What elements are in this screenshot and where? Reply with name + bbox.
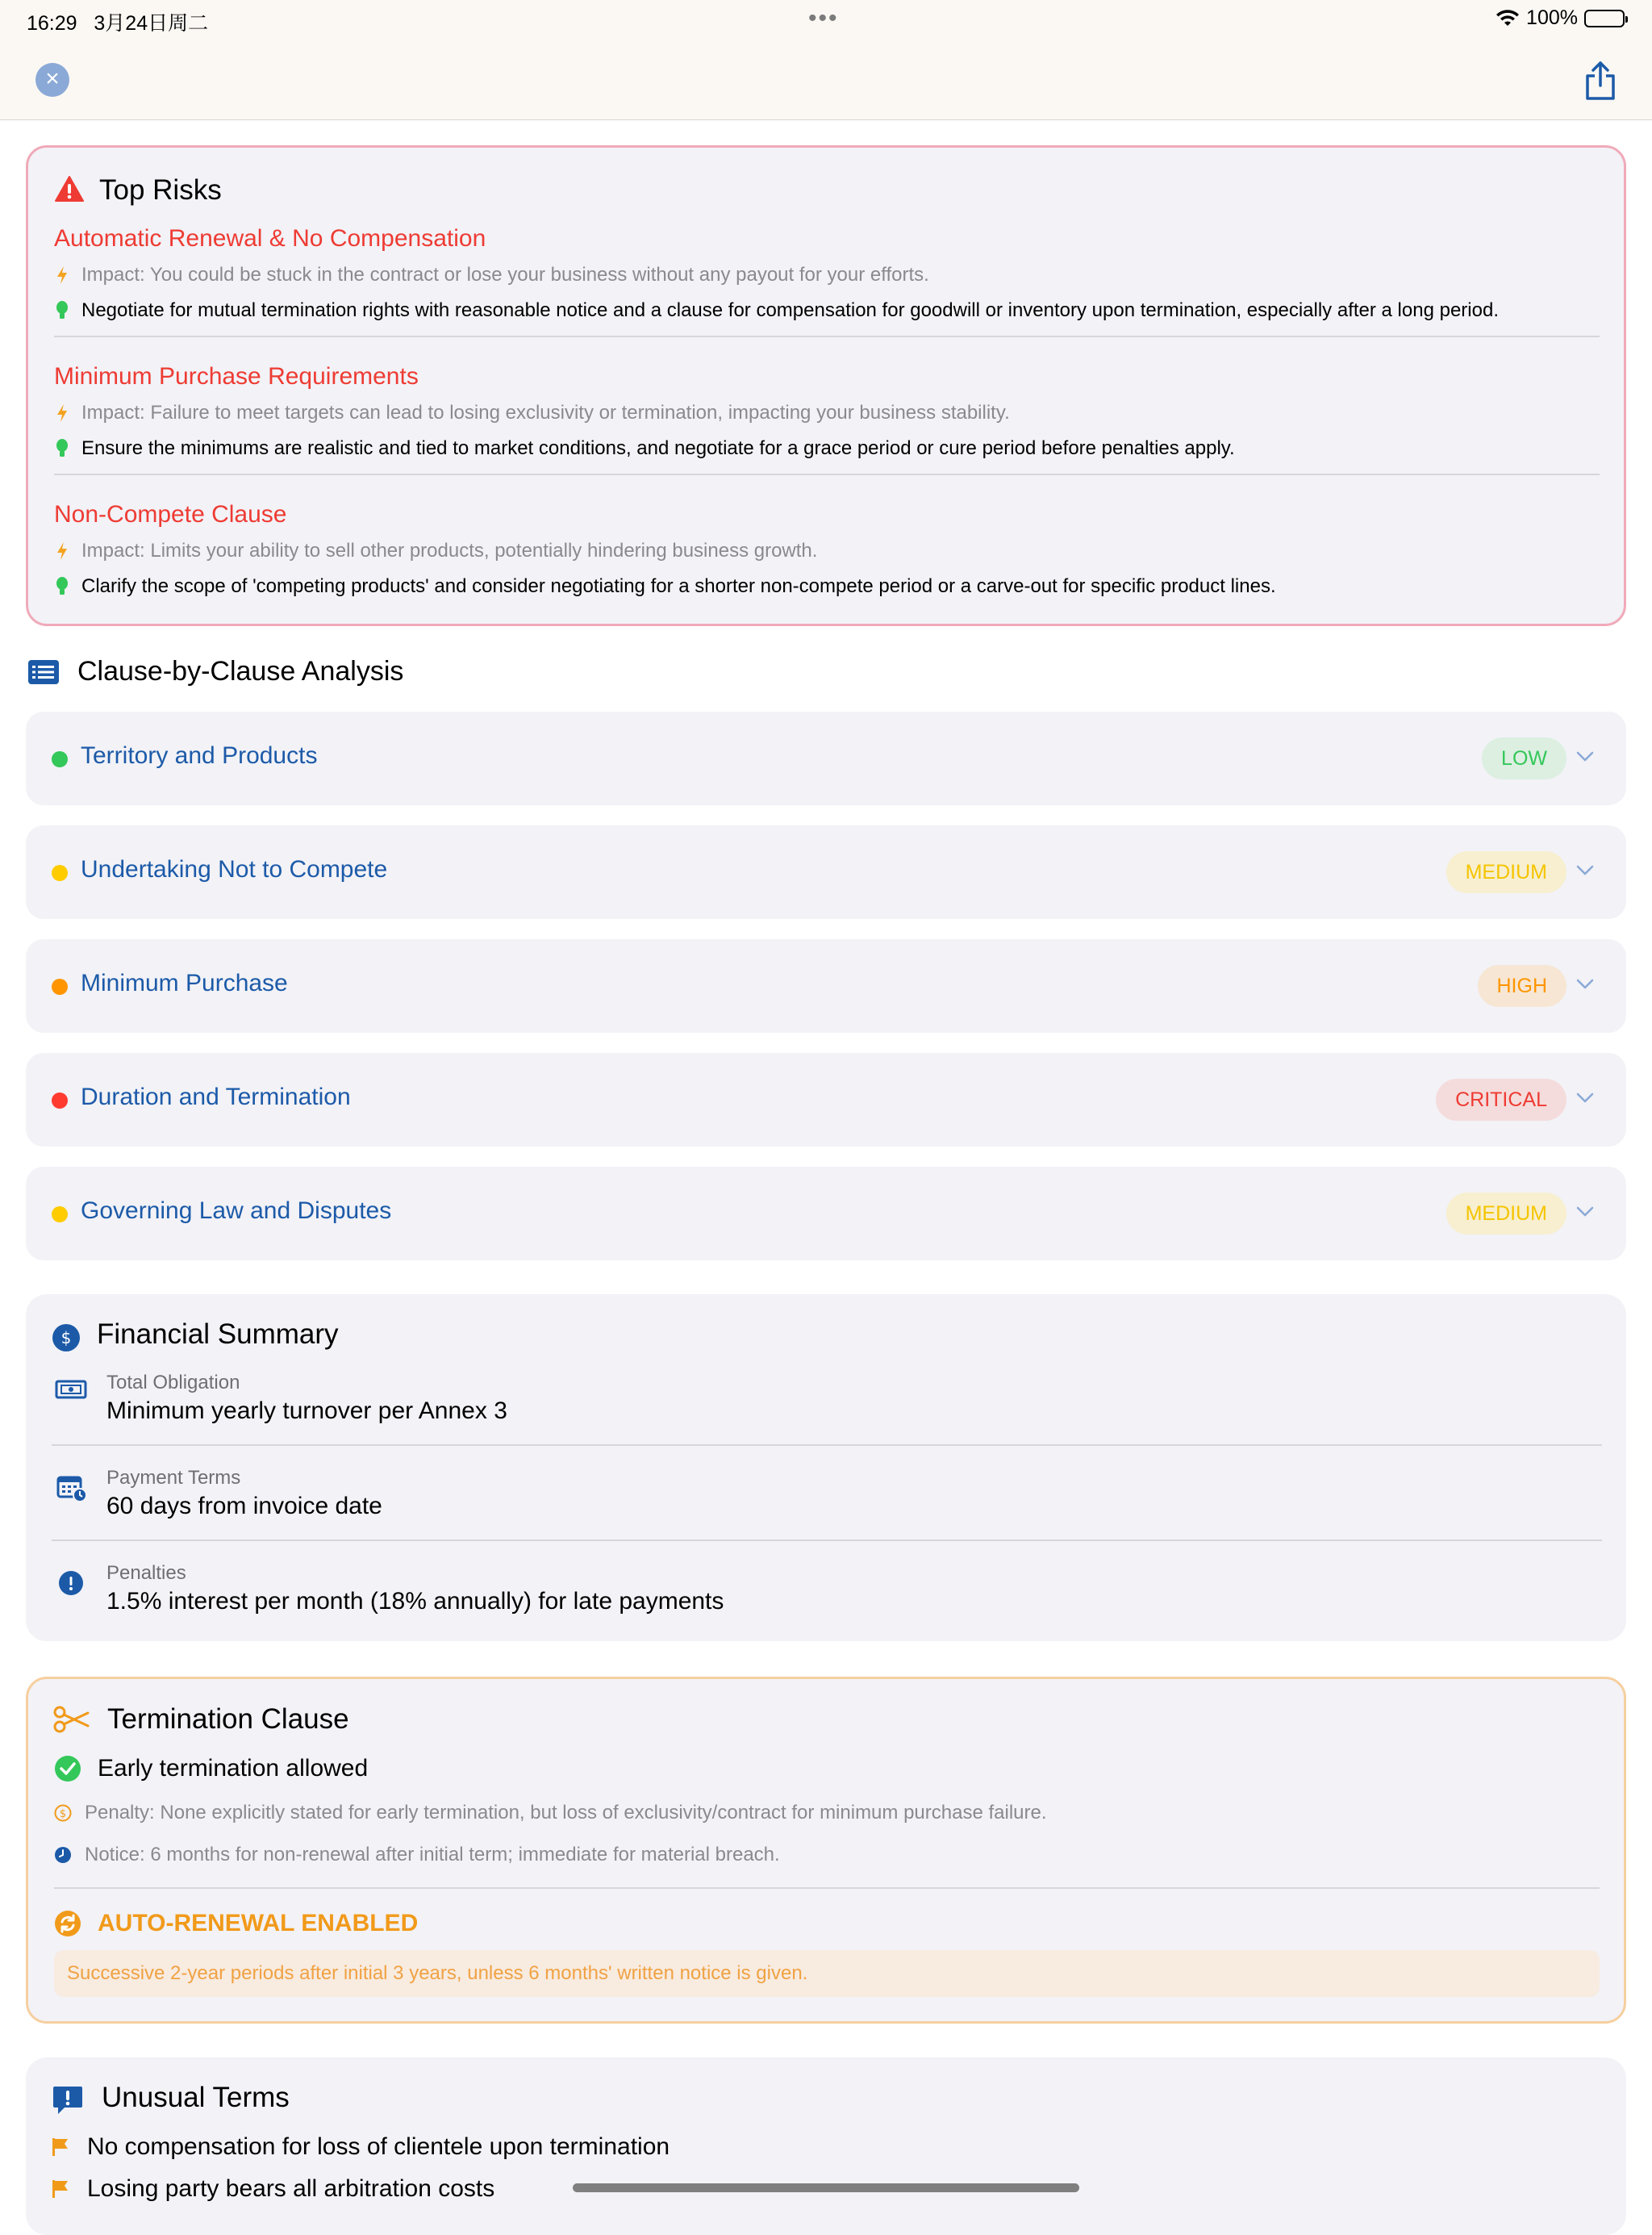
risk-badge: MEDIUM — [1446, 851, 1566, 893]
navigation-bar — [0, 39, 1652, 120]
clause-name: Minimum Purchase — [81, 970, 288, 996]
unusual-term-item: Losing party bears all arbitration costs — [52, 2175, 494, 2203]
risk-dot — [52, 865, 68, 881]
lightbulb-icon — [56, 300, 69, 321]
penalty-row: $ Penalty: None explicitly stated for early termination, but loss of exclusivity/contract for minimum purchase failure. — [54, 1802, 1047, 1824]
list-icon — [27, 659, 60, 685]
fin-label: Total Obligation — [106, 1372, 240, 1393]
fin-value: 1.5% interest per month (18% annually) for late payments — [106, 1588, 724, 1615]
clock-icon — [54, 1846, 72, 1864]
flag-icon — [52, 2179, 69, 2199]
risk-badge: HIGH — [1478, 965, 1567, 1007]
battery-percent: 100% — [1526, 6, 1578, 29]
close-button[interactable]: × — [35, 63, 69, 97]
clause-row-territory[interactable] — [26, 712, 1626, 805]
chevron-down-icon[interactable] — [1575, 1201, 1596, 1222]
financial-summary-card — [26, 1294, 1626, 1641]
chevron-down-icon[interactable] — [1575, 859, 1596, 880]
clause-row-duration-termination[interactable] — [26, 1053, 1626, 1147]
home-indicator[interactable] — [573, 2183, 1079, 2192]
risk-dot — [52, 979, 68, 995]
top-risks-title: Top Risks — [99, 174, 222, 206]
status-bar — [0, 0, 1652, 39]
multitasking-dots-icon[interactable]: ••• — [808, 5, 839, 31]
warning-icon — [54, 175, 85, 203]
refresh-circle-icon — [54, 1910, 81, 1937]
fin-value: Minimum yearly turnover per Annex 3 — [106, 1397, 507, 1424]
divider — [52, 1444, 1602, 1446]
exclamation-circle-icon — [58, 1570, 84, 1596]
risk-mitigation: Negotiate for mutual termination rights with reasonable notice and a clause for compensation for goodwill or inventory upon termination, especially after a long period. — [54, 299, 1499, 322]
svg-text:$: $ — [60, 1328, 72, 1347]
dollar-circle-icon — [52, 1323, 81, 1352]
fin-label: Penalties — [106, 1562, 186, 1584]
risk-title: Minimum Purchase Requirements — [54, 363, 419, 390]
top-risks-card — [26, 145, 1626, 626]
risk-title: Automatic Renewal & No Compensation — [54, 225, 486, 252]
risk-impact: Impact: Failure to meet targets can lead to losing exclusivity or termination, impacting your business stability. — [54, 402, 1010, 424]
risk-badge: CRITICAL — [1436, 1079, 1566, 1121]
divider — [52, 1539, 1602, 1541]
clause-name: Duration and Termination — [81, 1084, 351, 1110]
exclamation-bubble-icon — [52, 2085, 84, 2116]
risk-mitigation: Ensure the minimums are realistic and tied to market conditions, and negotiate for a grace period or cure period before penalties apply. — [54, 437, 1235, 460]
scissors-icon — [52, 1705, 90, 1734]
risk-dot — [52, 751, 68, 767]
risk-dot — [52, 1092, 68, 1109]
clause-row-governing-law[interactable] — [26, 1167, 1626, 1260]
unusual-terms-title: Unusual Terms — [102, 2082, 290, 2113]
lightbulb-icon — [56, 438, 69, 459]
clause-name: Undertaking Not to Compete — [81, 856, 388, 883]
divider — [54, 336, 1600, 337]
banknote-icon — [55, 1380, 87, 1399]
clause-analysis-header — [27, 656, 403, 687]
clause-name: Territory and Products — [81, 742, 318, 769]
battery-icon — [1584, 10, 1625, 27]
status-right — [1496, 6, 1625, 30]
bolt-icon — [56, 265, 69, 285]
termination-clause-card — [26, 1677, 1626, 2024]
divider — [54, 474, 1600, 475]
risk-dot — [52, 1206, 68, 1222]
flag-icon — [52, 2137, 69, 2157]
risk-title: Non-Compete Clause — [54, 501, 287, 528]
fin-label: Payment Terms — [106, 1467, 241, 1489]
clause-row-non-compete[interactable] — [26, 825, 1626, 919]
risk-mitigation: Clarify the scope of 'competing products' and consider negotiating for a shorter non-compete period or a carve-out for specific product lines. — [54, 575, 1276, 598]
unusual-terms-card — [26, 2057, 1626, 2235]
risk-impact: Impact: You could be stuck in the contract or lose your business without any payout for your efforts. — [54, 264, 929, 286]
clause-row-minimum-purchase[interactable] — [26, 939, 1626, 1033]
clause-name: Governing Law and Disputes — [81, 1197, 392, 1224]
divider — [54, 1887, 1600, 1889]
termination-title: Termination Clause — [107, 1703, 349, 1735]
auto-renewal-row: AUTO-RENEWAL ENABLED — [54, 1910, 418, 1937]
risk-badge: MEDIUM — [1446, 1193, 1566, 1234]
unusual-term-item: No compensation for loss of clientele upon termination — [52, 2133, 670, 2161]
notice-row: Notice: 6 months for non-renewal after initial term; immediate for material breach. — [54, 1844, 780, 1866]
calendar-clock-icon — [56, 1475, 87, 1502]
clause-analysis-title: Clause-by-Clause Analysis — [77, 656, 404, 687]
dollar-circle-icon — [54, 1804, 72, 1822]
chevron-down-icon[interactable] — [1575, 973, 1596, 994]
lightbulb-icon — [56, 576, 69, 597]
risk-badge: LOW — [1482, 737, 1566, 779]
fin-value: 60 days from invoice date — [106, 1493, 382, 1519]
svg-text:$: $ — [59, 1808, 67, 1820]
bolt-icon — [56, 403, 69, 423]
early-termination-row: Early termination allowed — [54, 1755, 368, 1782]
financial-summary-title: Financial Summary — [97, 1318, 339, 1350]
risk-impact: Impact: Limits your ability to sell other products, potentially hindering business growth. — [54, 540, 817, 562]
checkmark-circle-icon — [54, 1755, 81, 1782]
auto-renewal-detail: Successive 2-year periods after initial 3 years, unless 6 months' written notice is given. — [54, 1950, 1600, 1997]
bolt-icon — [56, 541, 69, 561]
status-time: 16:29 3月24日周二 — [27, 12, 209, 35]
chevron-down-icon[interactable] — [1575, 1087, 1596, 1108]
chevron-down-icon[interactable] — [1575, 746, 1596, 767]
share-icon[interactable] — [1583, 60, 1618, 102]
wifi-icon — [1496, 10, 1520, 27]
